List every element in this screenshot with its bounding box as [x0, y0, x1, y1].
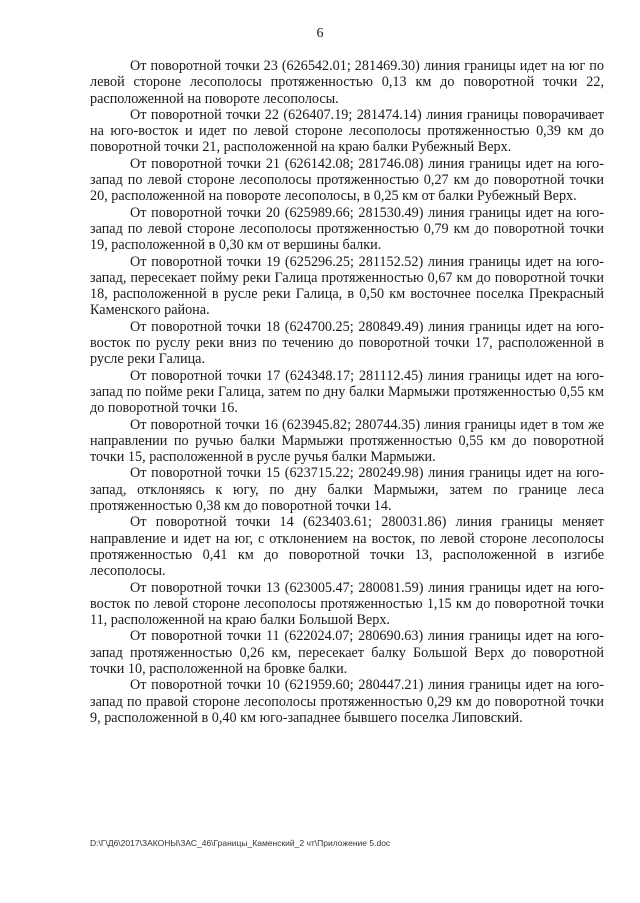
file-path-footer: D:\Г\Д6\2017\ЗАКОНЫ\ЗАС_46\Границы_Каменский_2 чт\Приложение 5.doc: [90, 838, 391, 848]
paragraph-point-14: От поворотной точки 14 (623403.61; 280031.86) линия границы меняет направление и идет на юг, с отклонением на восток, по левой стороне лесополосы протяженностью 0,41 км до поворотной точки 13, расположенной в изгибе лесополосы.: [90, 514, 604, 580]
paragraph-point-21: От поворотной точки 21 (626142.08; 281746.08) линия границы идет на юго-запад по левой стороне лесополосы протяженностью 0,27 км до поворотной точки 20, расположенной на повороте лесополосы, в 0,25 км от балки Рубежный Верх.: [90, 155, 604, 205]
paragraph-point-20: От поворотной точки 20 (625989.66; 281530.49) линия границы идет на юго-запад по левой стороне лесополосы протяженностью 0,79 км до поворотной точки 19, расположенной в 0,30 км от вершины балки.: [90, 204, 604, 254]
paragraph-point-10: От поворотной точки 10 (621959.60; 280447.21) линия границы идет на юго-запад по правой стороне лесополосы протяженностью 0,29 км до поворотной точки 9, расположенной в 0,40 км юго-западнее бывшего поселка Липовский.: [90, 677, 604, 726]
paragraph-point-22: От поворотной точки 22 (626407.19; 281474.14) линия границы поворачивает на юго-восток и идет по левой стороне лесополосы протяженностью 0,39 км до поворотной точки 21, расположенной на краю балки Рубежный Верх.: [90, 106, 604, 156]
paragraph-point-18: От поворотной точки 18 (624700.25; 280849.49) линия границы идет на юго-восток по руслу реки вниз по течению до поворотной точки 17, расположенной в русле реки Галица.: [90, 318, 604, 368]
paragraph-point-13: От поворотной точки 13 (623005.47; 280081.59) линия границы идет на юго-восток по левой стороне лесополосы протяженностью 1,15 км до поворотной точки 11, расположенной на краю балки Большой Верх.: [90, 579, 604, 629]
page-number: 6: [316, 26, 324, 41]
paragraph-point-23: От поворотной точки 23 (626542.01; 281469.30) линия границы идет на юг по левой стороне лесополосы протяженностью 0,13 км до поворотной точки 22, расположенной на повороте лесополосы.: [90, 58, 604, 107]
paragraph-point-17: От поворотной точки 17 (624348.17; 281112.45) линия границы идет на юго-запад по пойме реки Галица, затем по дну балки Мармыжи протяженностью 0,55 км до поворотной точки 16.: [90, 367, 604, 417]
paragraph-point-16: От поворотной точки 16 (623945.82; 280744.35) линия границы идет в том же направлении по ручью балки Мармыжи протяженностью 0,55 км до поворотной точки 15, расположенной в русле ручья балки Мармыжи.: [90, 416, 604, 466]
document-body: [90, 58, 604, 726]
paragraph-point-19: От поворотной точки 19 (625296.25; 281152.52) линия границы идет на юго-запад, пересекает пойму реки Галица протяженностью 0,67 км до поворотной точки 18, расположенной в русле реки Галица, в 0,50 км восточнее поселка Прекрасный Каменского района.: [90, 253, 604, 319]
paragraph-point-15: От поворотной точки 15 (623715.22; 280249.98) линия границы идет на юго-запад, отклоняясь к югу, по дну балки Мармыжи, затем по границе леса протяженностью 0,38 км до поворотной точки 14.: [90, 465, 604, 515]
paragraph-point-11: От поворотной точки 11 (622024.07; 280690.63) линия границы идет на юго-запад протяженностью 0,26 км, пересекает балку Большой Верх до поворотной точки 10, расположенной на бровке балки.: [90, 628, 604, 677]
